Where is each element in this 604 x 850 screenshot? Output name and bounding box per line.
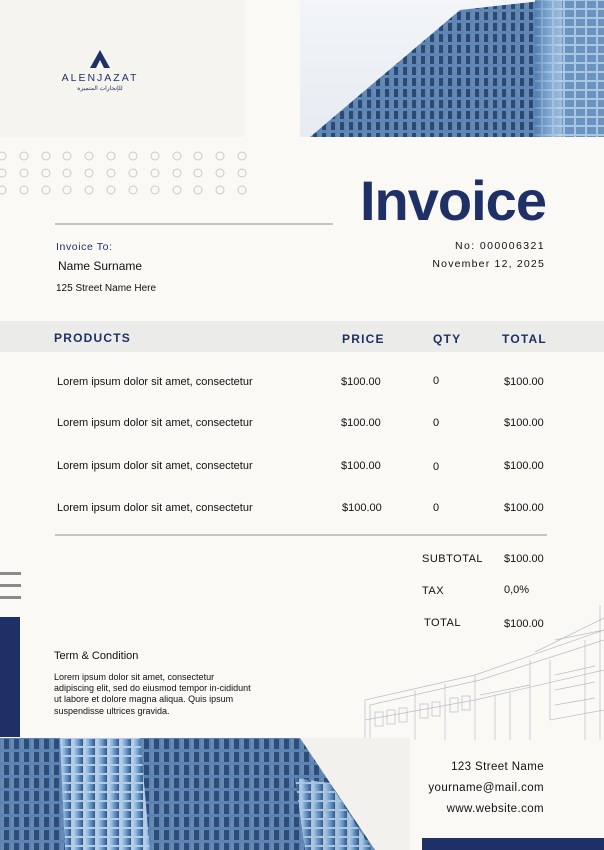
contact-card bbox=[412, 740, 604, 850]
invoice-number: No: 000006321 bbox=[454, 240, 545, 252]
row-product: Lorem ipsum dolor sit amet, consectetur bbox=[57, 376, 253, 388]
accent-bar-bottom bbox=[422, 838, 604, 850]
tax-label: TAX bbox=[422, 585, 445, 597]
header-price: PRICE bbox=[342, 332, 385, 346]
contact-website[interactable]: www.website.com bbox=[446, 803, 544, 815]
subtotal-value: $100.00 bbox=[504, 553, 544, 565]
row-total: $100.00 bbox=[504, 460, 544, 472]
brand-logo bbox=[55, 50, 145, 96]
row-product: Lorem ipsum dolor sit amet, consectetur bbox=[57, 502, 253, 514]
customer-name: Name Surname bbox=[58, 259, 143, 273]
divider-table-bottom bbox=[55, 534, 547, 536]
dot-pattern bbox=[0, 150, 250, 198]
header-qty: QTY bbox=[433, 332, 462, 346]
total-label: TOTAL bbox=[424, 617, 461, 629]
customer-address: 125 Street Name Here bbox=[56, 283, 157, 294]
logo-mark-icon bbox=[85, 50, 115, 70]
terms-title: Term & Condition bbox=[54, 650, 139, 662]
building-photo-top bbox=[300, 0, 604, 137]
building-photo-bottom bbox=[0, 738, 410, 850]
row-qty: 0 bbox=[433, 461, 440, 473]
row-product: Lorem ipsum dolor sit amet, consectetur bbox=[57, 417, 253, 429]
invoice-date: November 12, 2025 bbox=[432, 258, 545, 270]
invoice-title: Invoice bbox=[360, 169, 546, 232]
menu-lines-icon bbox=[0, 572, 21, 599]
row-qty: 0 bbox=[433, 502, 440, 514]
row-price: $100.00 bbox=[341, 417, 381, 429]
row-product: Lorem ipsum dolor sit amet, consectetur bbox=[57, 460, 253, 472]
row-total: $100.00 bbox=[504, 376, 544, 388]
contact-street: 123 Street Name bbox=[451, 761, 544, 773]
header-total: TOTAL bbox=[502, 332, 547, 346]
invoice-to-label: Invoice To: bbox=[56, 241, 113, 253]
building-sketch bbox=[355, 600, 604, 745]
brand-arabic-subtitle: للإنجازات المتميزة bbox=[77, 86, 123, 92]
divider-top bbox=[55, 223, 333, 225]
terms-body: Lorem ipsum dolor sit amet, consectetur adipiscing elit, sed do eiusmod tempor in-cididunt ut labore et dolore magna aliqua. Quis ipsum suspendisse ultrices gravida. bbox=[54, 672, 251, 716]
accent-bar-left bbox=[0, 617, 20, 737]
row-total: $100.00 bbox=[504, 417, 544, 429]
contact-email[interactable]: yourname@mail.com bbox=[428, 782, 544, 794]
row-price: $100.00 bbox=[341, 376, 381, 388]
header-products: PRODUCTS bbox=[54, 331, 131, 345]
row-qty: 0 bbox=[433, 375, 440, 387]
row-price: $100.00 bbox=[341, 460, 381, 472]
subtotal-label: SUBTOTAL bbox=[422, 553, 484, 565]
row-qty: 0 bbox=[433, 417, 440, 429]
tax-value: 0,0% bbox=[504, 584, 530, 596]
brand-name: ALENJAZAT bbox=[61, 72, 139, 84]
total-value: $100.00 bbox=[504, 618, 544, 630]
row-total: $100.00 bbox=[504, 502, 544, 514]
row-price: $100.00 bbox=[342, 502, 382, 514]
